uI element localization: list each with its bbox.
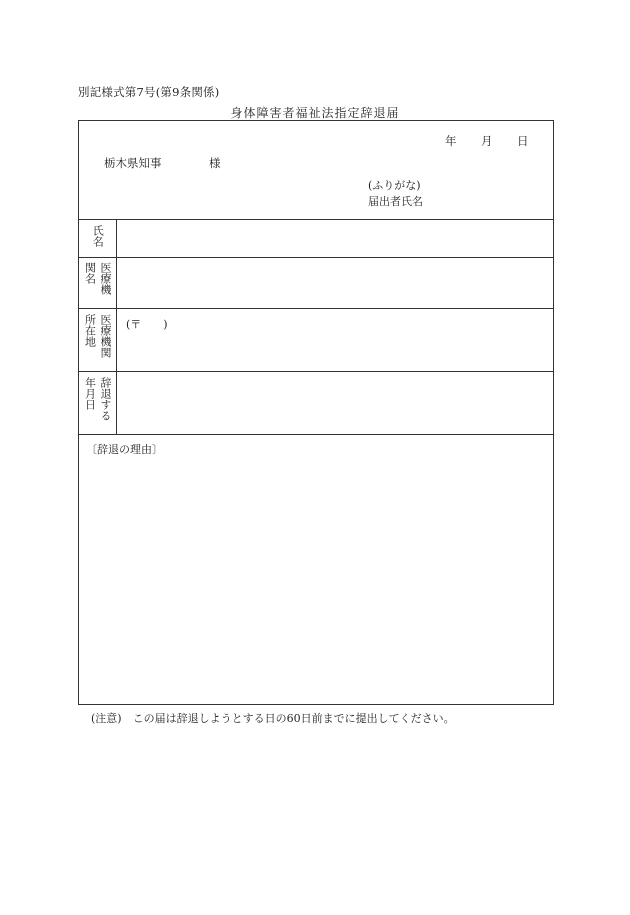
row-label-withdrawal-date <box>78 377 116 432</box>
row-label-withdrawal-date-col1: 辞退する <box>99 377 112 421</box>
footer-note: (注意) この届は辞退しようとする日の60日前までに提出してください。 <box>91 712 455 725</box>
addressee-honorific: 様 <box>209 156 221 170</box>
row-label-name <box>78 225 116 255</box>
row-label-withdrawal-date-col2: 年月日 <box>83 377 97 410</box>
row-label-institution-address-col1: 医療機関 <box>99 314 112 358</box>
date-year-label: 年 <box>445 134 457 148</box>
row-label-institution-name <box>78 262 116 306</box>
date-line <box>445 133 529 149</box>
institution-name-field[interactable] <box>117 258 553 307</box>
institution-address-field[interactable] <box>117 309 553 370</box>
reason-label: 〔辞退の理由〕 <box>86 443 163 456</box>
withdrawal-date-field[interactable] <box>117 372 553 433</box>
postal-code-label: (〒 ) <box>126 318 168 331</box>
row-label-institution-address <box>78 314 116 369</box>
applicant-name-label: 届出者氏名 <box>368 195 423 208</box>
date-day-label: 日 <box>517 134 529 148</box>
row-label-institution-address-col2: 所在地 <box>83 314 97 347</box>
row-label-institution-name-col2: 関名 <box>83 262 97 284</box>
row-label-name-col1: 氏名 <box>91 225 105 247</box>
date-month-label: 月 <box>481 134 493 148</box>
document-title: 身体障害者福祉法指定辞退届 <box>230 106 400 120</box>
row-label-institution-name-col1: 医療機 <box>99 262 112 295</box>
furigana-label: (ふりがな) <box>368 179 421 192</box>
addressee-name: 栃木県知事 <box>104 156 162 170</box>
form-reference: 別記様式第7号(第9条関係) <box>78 85 220 99</box>
name-field[interactable] <box>117 220 553 256</box>
reason-field[interactable] <box>79 435 553 704</box>
